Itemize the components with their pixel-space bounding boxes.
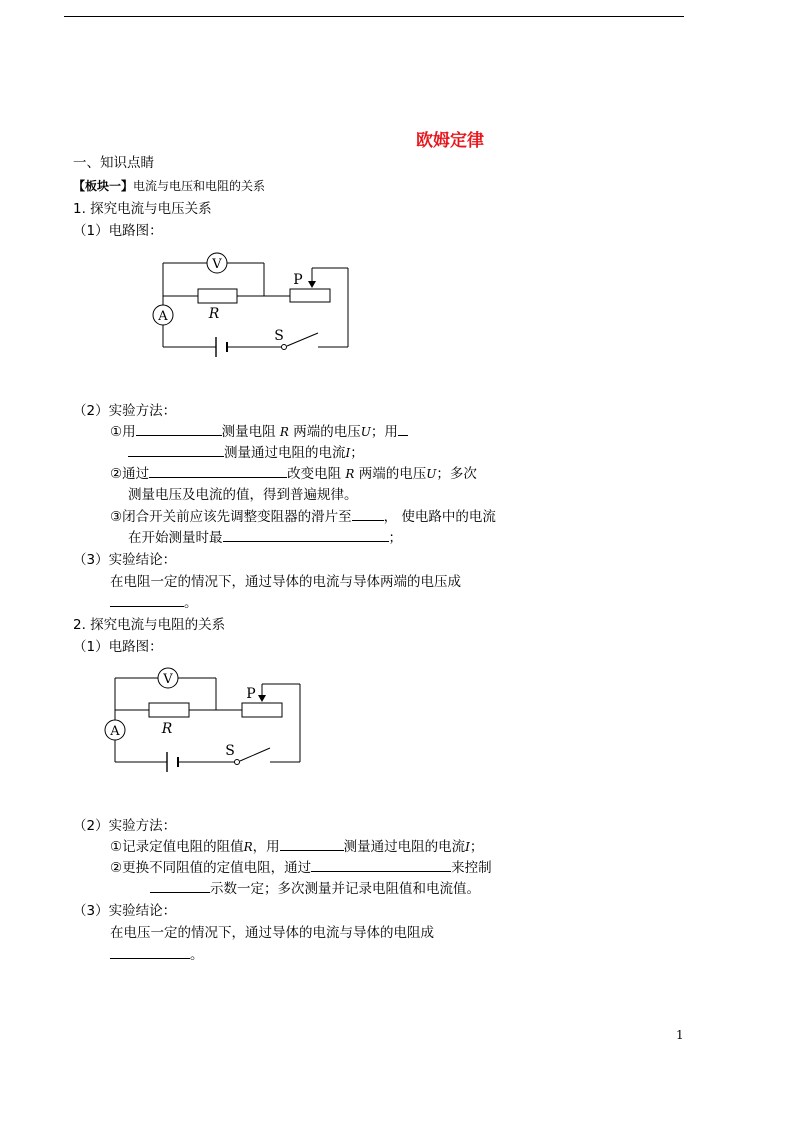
blank [311, 859, 451, 872]
part1-method-1: ①用 测量电阻 R 两端的电压U；用 [110, 423, 408, 441]
part1-method-2-cont: 测量电压及电流的值，得到普遍规律。 [128, 487, 358, 503]
part2-method-label: （2）实验方法： [73, 818, 177, 834]
page-number: 1 [676, 1028, 684, 1042]
section-heading: 一、知识点睛 [73, 155, 154, 171]
slider-arrow [258, 695, 266, 702]
switch-label: S [274, 328, 284, 344]
blank [280, 838, 344, 851]
slider-label: P [246, 686, 256, 702]
resistor-r [149, 703, 189, 717]
blank [110, 946, 190, 959]
part2-conclusion-text: 在电压一定的情况下，通过导体的电流与导体的电阻成 [110, 925, 434, 941]
part1-method-1-cont: 测量通过电阻的电流I； [128, 444, 364, 462]
part1-heading: 1. 探究电流与电压关系 [73, 201, 212, 217]
part2-heading: 2. 探究电流与电阻的关系 [73, 617, 226, 633]
voltmeter-label: V [212, 257, 222, 272]
part2-method-1: ①记录定值电阻的阻值R，用 测量通过电阻的电流I； [110, 839, 484, 855]
part1-diagram-label: （1）电路图： [73, 223, 163, 239]
voltmeter-label: V [163, 672, 173, 687]
blank [150, 880, 210, 893]
part1-method-3: ③闭合开关前应该先调整变阻器的滑片至 ， 使电路中的电流 [110, 509, 496, 525]
rheostat [242, 703, 282, 717]
ammeter-label: A [110, 724, 120, 739]
switch-contact [235, 760, 240, 765]
page-title: 欧姆定律 [416, 131, 484, 151]
slider-label: P [293, 272, 303, 288]
block-label: 【板块一】 [73, 179, 134, 193]
part1-method-label: （2）实验方法： [73, 403, 177, 419]
switch-label: S [225, 743, 235, 759]
part2-method-2-cont: 示数一定；多次测量并记录电阻值和电流值。 [150, 880, 480, 898]
resistor-label: R [161, 721, 173, 737]
resistor-label: R [208, 306, 220, 322]
part2-method-2: ②更换不同阻值的定值电阻，通过 来控制 [110, 860, 492, 876]
part1-method-2: ②通过 改变电阻 R 两端的电压U；多次 [110, 466, 477, 482]
ammeter-label: A [158, 309, 168, 324]
part1-conclusion-label: （3）实验结论： [73, 552, 177, 568]
part1-method-3-cont: 在开始测量时最 ； [128, 530, 402, 546]
part1-conclusion-text: 在电阻一定的情况下，通过导体的电流与导体两端的电压成 [110, 574, 461, 590]
part2-conclusion-label: （3）实验结论： [73, 903, 177, 919]
part1-conclusion-blank: 。 [110, 594, 198, 612]
block-title: 电流与电压和电阻的关系 [133, 179, 266, 193]
part2-diagram-label: （1）电路图： [73, 639, 163, 655]
part2-conclusion-blank: 。 [110, 946, 204, 964]
